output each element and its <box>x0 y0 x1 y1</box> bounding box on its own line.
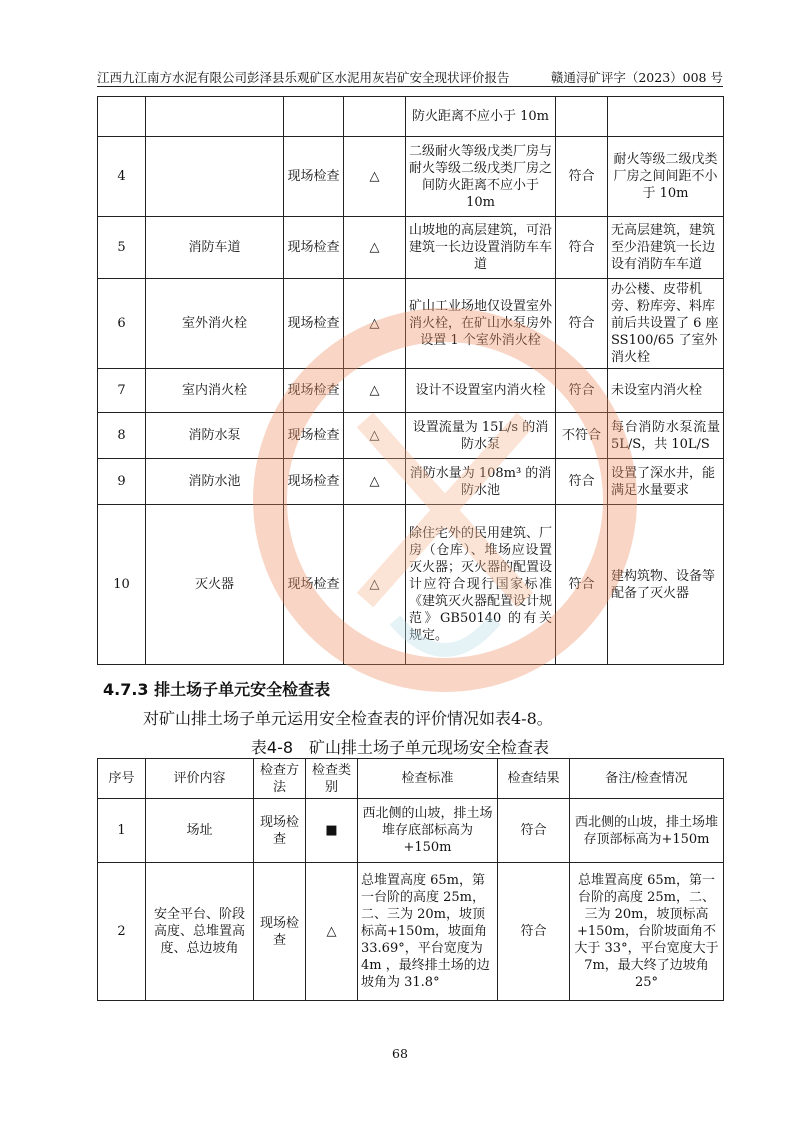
cell-standard: 设计不设置室内消火栓 <box>406 369 556 413</box>
dump-site-check-table <box>97 758 724 1001</box>
cell-result: 符合 <box>556 459 608 505</box>
table-caption: 表4-8 矿山排土场子单元现场安全检查表 <box>250 738 550 757</box>
cell-no: 4 <box>98 137 146 217</box>
cell-remark: 建构筑物、设备等配备了灭火器 <box>608 505 724 665</box>
cell-method: 现场检查 <box>254 863 306 1001</box>
cell-item: 室内消火栓 <box>146 369 284 413</box>
cell-item: 室外消火栓 <box>146 279 284 369</box>
section-title: 4.7.3 排土场子单元安全检查表 <box>103 680 331 699</box>
cell-type: △ <box>306 863 358 1001</box>
page-header <box>97 66 723 87</box>
table-row <box>98 505 724 665</box>
cell-result: 符合 <box>556 369 608 413</box>
cell-result: 符合 <box>556 217 608 279</box>
cell-item: 场址 <box>146 799 254 863</box>
paragraph: 对矿山排土场子单元运用安全检查表的评价情况如表4-8。 <box>143 709 553 728</box>
fire-safety-check-table <box>97 96 724 665</box>
cell-type: △ <box>344 413 406 459</box>
cell-standard: 西北侧的山坡，排土场堆存底部标高为+150m <box>358 799 498 863</box>
table-row <box>98 217 724 279</box>
cell-method: 现场检查 <box>284 369 344 413</box>
cell-remark: 无高层建筑，建筑至少沿建筑一长边设有消防车车道 <box>608 217 724 279</box>
cell-item: 安全平台、阶段高度、总堆置高度、总边坡角 <box>146 863 254 1001</box>
cell-standard: 除住宅外的民用建筑、厂房（仓库）、堆场应设置灭火器；灭火器的配置设计应符合现行国家标准《建筑灭火器配置设计规范》GB50140 的有关规定。 <box>406 505 556 665</box>
cell-item: 消防水池 <box>146 459 284 505</box>
header-type: 检查类别 <box>306 759 358 799</box>
cell-no: 7 <box>98 369 146 413</box>
cell-item: 灭火器 <box>146 505 284 665</box>
cell-standard: 消防水量为 108m³ 的消防水池 <box>406 459 556 505</box>
cell-method: 现场检查 <box>284 217 344 279</box>
cell-type: ■ <box>306 799 358 863</box>
table-row <box>98 413 724 459</box>
header-method: 检查方法 <box>254 759 306 799</box>
cell-item <box>146 137 284 217</box>
report-title: 江西九江南方水泥有限公司彭泽县乐观矿区水泥用灰岩矿安全现状评价报告 <box>97 70 510 85</box>
table-row <box>98 369 724 413</box>
table-row <box>98 863 724 1001</box>
cell-type: △ <box>344 137 406 217</box>
header-remark: 备注/检查情况 <box>570 759 724 799</box>
cell-no: 6 <box>98 279 146 369</box>
cell-method: 现场检查 <box>284 413 344 459</box>
cell-type: △ <box>344 505 406 665</box>
cell-type: △ <box>344 459 406 505</box>
page-number: 68 <box>392 1046 408 1061</box>
cell-item: 消防水泵 <box>146 413 284 459</box>
cell-standard: 矿山工业场地仅设置室外消火栓，在矿山水泵房外设置 1 个室外消火栓 <box>406 279 556 369</box>
report-code: 赣通浔矿评字（2023）008 号 <box>550 70 723 85</box>
cell-result: 不符合 <box>556 413 608 459</box>
cell-standard: 防火距离不应小于 10m <box>406 97 556 137</box>
cell-no <box>98 97 146 137</box>
cell-result: 符合 <box>498 799 570 863</box>
cell-result: 符合 <box>556 505 608 665</box>
cell-no: 2 <box>98 863 146 1001</box>
cell-method: 现场检查 <box>284 505 344 665</box>
cell-remark <box>608 97 724 137</box>
cell-type: △ <box>344 217 406 279</box>
cell-method: 现场检查 <box>284 279 344 369</box>
table-row <box>98 137 724 217</box>
cell-result: 符合 <box>498 863 570 1001</box>
cell-result <box>556 97 608 137</box>
cell-item: 消防车道 <box>146 217 284 279</box>
cell-no: 8 <box>98 413 146 459</box>
cell-standard: 总堆置高度 65m，第一台阶的高度 25m，二、三为 20m，坡顶标高+150m，坡面角 33.69°，平台宽度为 4m ，最终排土场的边坡角为 31.8° <box>358 863 498 1001</box>
cell-type: △ <box>344 279 406 369</box>
cell-no: 1 <box>98 799 146 863</box>
cell-item <box>146 97 284 137</box>
cell-no: 5 <box>98 217 146 279</box>
header-item: 评价内容 <box>146 759 254 799</box>
cell-standard: 设置流量为 15L/s 的消防水泵 <box>406 413 556 459</box>
table-row <box>98 279 724 369</box>
cell-method: 现场检查 <box>254 799 306 863</box>
cell-remark: 办公楼、皮带机旁、粉库旁、料库前后共设置了 6 座 SS100/65 了室外消火栓 <box>608 279 724 369</box>
cell-no: 10 <box>98 505 146 665</box>
table-row <box>98 799 724 863</box>
cell-result: 符合 <box>556 279 608 369</box>
table-row <box>98 97 724 137</box>
header-standard: 检查标准 <box>358 759 498 799</box>
cell-remark: 设置了深水井，能满足水量要求 <box>608 459 724 505</box>
header-no: 序号 <box>98 759 146 799</box>
cell-remark: 每台消防水泵流量 5L/S，共 10L/S <box>608 413 724 459</box>
cell-remark: 耐火等级二级戊类厂房之间间距不小于 10m <box>608 137 724 217</box>
table-row <box>98 459 724 505</box>
cell-remark: 未设室内消火栓 <box>608 369 724 413</box>
cell-standard: 山坡地的高层建筑，可沿建筑一长边设置消防车车道 <box>406 217 556 279</box>
table-header-row <box>98 759 724 799</box>
cell-method <box>284 97 344 137</box>
cell-result: 符合 <box>556 137 608 217</box>
cell-standard: 二级耐火等级戊类厂房与耐火等级二级戊类厂房之间防火距离不应小于 10m <box>406 137 556 217</box>
cell-type: △ <box>344 369 406 413</box>
cell-remark: 西北侧的山坡，排土场堆存顶部标高为+150m <box>570 799 724 863</box>
cell-type <box>344 97 406 137</box>
header-result: 检查结果 <box>498 759 570 799</box>
cell-method: 现场检查 <box>284 459 344 505</box>
cell-method: 现场检查 <box>284 137 344 217</box>
cell-no: 9 <box>98 459 146 505</box>
cell-remark: 总堆置高度 65m，第一台阶的高度 25m，二、三为 20m，坡顶标高+150m，台阶坡面角不大于 33°，平台宽度大于 7m，最大终了边坡角 25° <box>570 863 724 1001</box>
